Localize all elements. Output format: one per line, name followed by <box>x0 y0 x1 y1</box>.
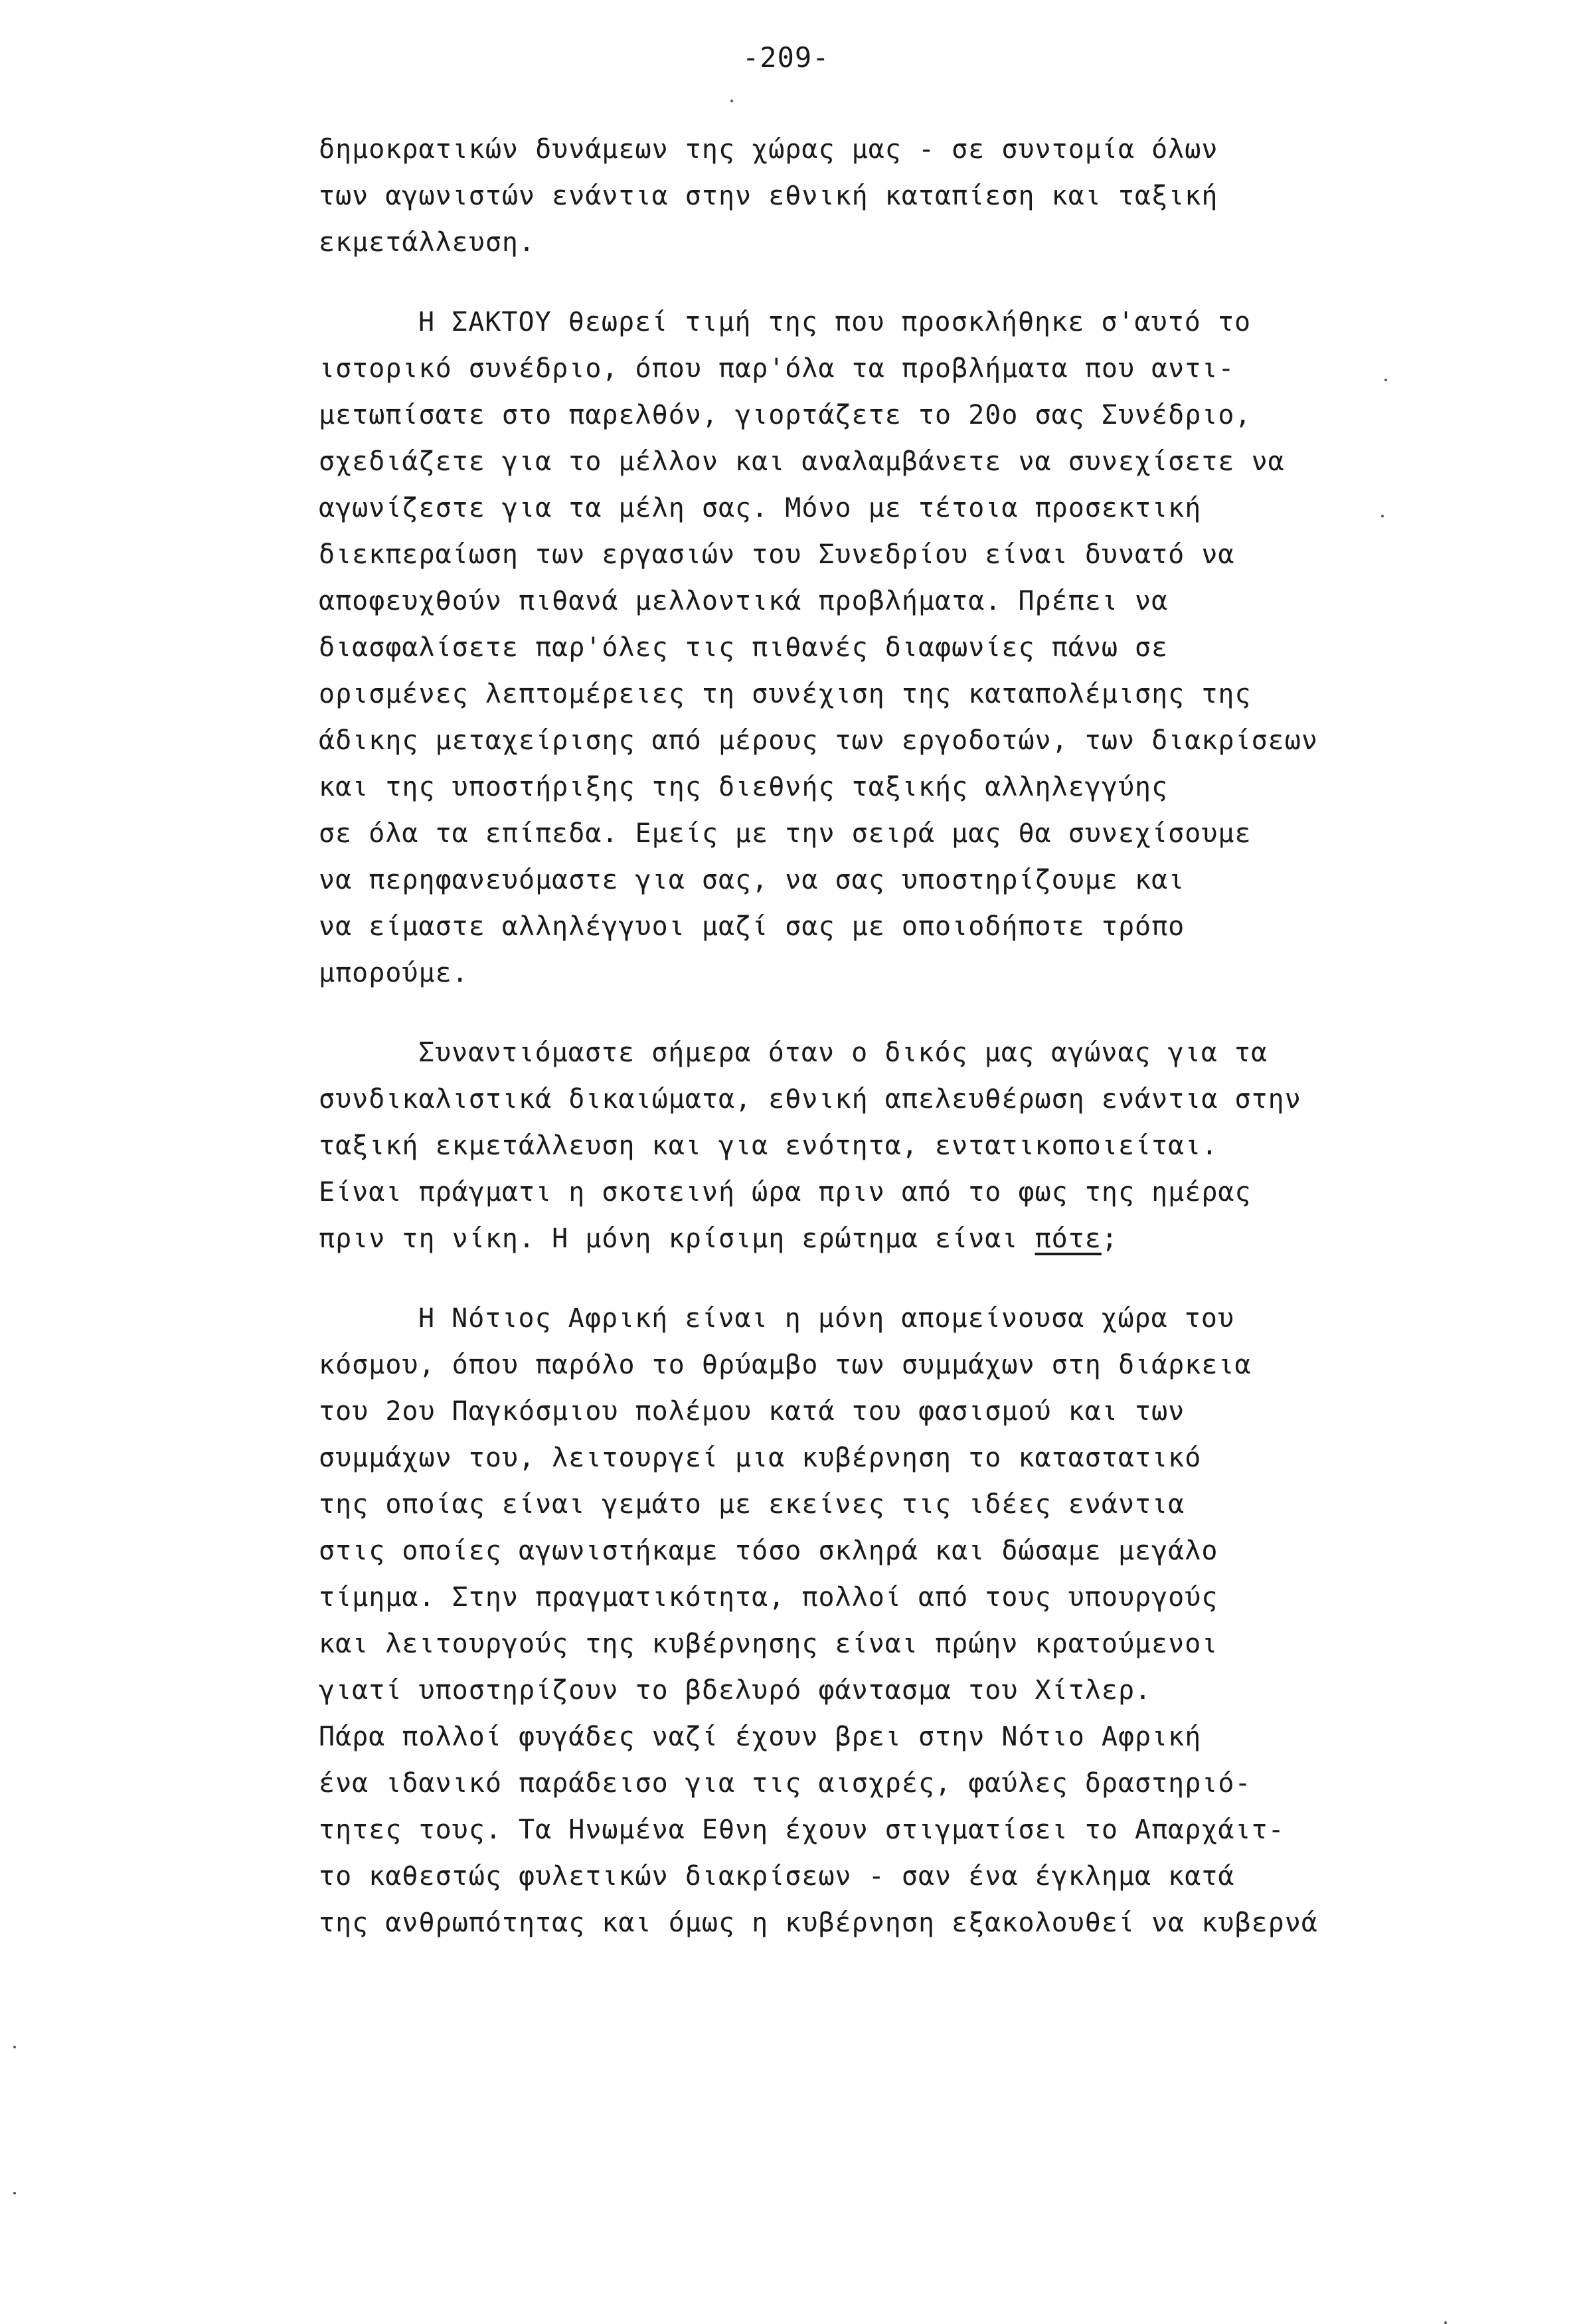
text-line: συμμάχων του, λειτουργεί μια κυβέρνηση το καταστατικό <box>319 1443 1202 1473</box>
scan-speck <box>13 2192 16 2194</box>
paragraph-1 <box>319 126 1527 266</box>
text-line: να είμαστε αλληλέγγυοι μαζί σας με οποιοδήποτε τρόπο <box>319 911 1185 942</box>
text-line: τητες τους. Τα Ηνωμένα Εθνη έχουν στιγματίσει το Απαρχάιτ- <box>319 1815 1285 1845</box>
text-line: Συναντιόμαστε σήμερα όταν ο δικός μας αγώνας για τα <box>418 1037 1268 1068</box>
text-line: και λειτουργούς της κυβέρνησης είναι πρώην κρατούμενοι <box>319 1629 1218 1659</box>
text-line: τίμημα. Στην πραγματικότητα, πολλοί από τους υπουργούς <box>319 1582 1218 1613</box>
scan-speck <box>1381 515 1384 517</box>
underlined-word: πότε <box>1035 1223 1102 1254</box>
text-line-with-emphasis <box>319 1215 1527 1262</box>
paragraph-4 <box>319 1295 1527 1946</box>
question-mark: ; <box>1101 1223 1118 1254</box>
text-line: ταξική εκμετάλλευση και για ενότητα, εντατικοποιείται. <box>319 1130 1218 1161</box>
typed-text-body <box>319 126 1527 1979</box>
text-line: της οποίας είναι γεμάτο με εκείνες τις ιδέες ενάντια <box>319 1489 1185 1520</box>
page-number: -209- <box>742 41 830 74</box>
text-line: στις οποίες αγωνιστήκαμε τόσο σκληρά και δώσαμε μεγάλο <box>319 1536 1218 1566</box>
text-line: ορισμένες λεπτομέρειες τη συνέχιση της καταπολέμισης της <box>319 679 1252 709</box>
text-line: κόσμου, όπου παρόλο το θρύαμβο των συμμάχων στη διάρκεια <box>319 1350 1252 1380</box>
text-line: της ανθρωπότητας και όμως η κυβέρνηση εξακολουθεί να κυβερνά <box>319 1908 1318 1938</box>
text-line: μετωπίσατε στο παρελθόν, γιορτάζετε το 20ο σας Συνέδριο, <box>319 400 1252 430</box>
text-line: δημοκρατικών δυνάμεων της χώρας μας - σε συντομία όλων <box>319 134 1218 165</box>
text-line: το καθεστώς φυλετικών διακρίσεων - σαν ένα έγκλημα κατά <box>319 1861 1235 1892</box>
paragraph-2 <box>319 299 1527 996</box>
text-line: μπορούμε. <box>319 958 469 988</box>
text-segment: πριν τη νίκη. Η μόνη κρίσιμη ερώτημα είναι <box>319 1223 1035 1254</box>
scan-speck <box>13 2046 16 2048</box>
text-line: και της υποστήριξης της διεθνής ταξικής αλληλεγγύης <box>319 772 1169 802</box>
text-line: Η Νότιος Αφρική είναι η μόνη απομείνουσα χώρα του <box>418 1303 1235 1334</box>
text-line: ιστορικό συνέδριο, όπου παρ'όλα τα προβλήματα που αντι- <box>319 353 1235 384</box>
paragraph-3 <box>319 1029 1527 1262</box>
text-line: γιατί υποστηρίζουν το βδελυρό φάντασμα του Χίτλερ. <box>319 1675 1152 1706</box>
text-line: των αγωνιστών ενάντια στην εθνική καταπίεση και ταξική <box>319 181 1218 211</box>
text-line: Η ΣΑΚΤΟΥ θεωρεί τιμή της που προσκλήθηκε σ'αυτό το <box>418 307 1252 337</box>
text-line: διασφαλίσετε παρ'όλες τις πιθανές διαφωνίες πάνω σε <box>319 632 1169 663</box>
text-line: άδικης μεταχείρισης από μέρους των εργοδοτών, των διακρίσεων <box>319 725 1318 756</box>
text-line: του 2ου Παγκόσμιου πολέμου κατά του φασισμού και των <box>319 1396 1185 1427</box>
scan-speck <box>1444 2321 1447 2324</box>
text-line: να περηφανευόμαστε για σας, να σας υποστηρίζουμε και <box>319 865 1185 895</box>
text-line: διεκπεραίωση των εργασιών του Συνεδρίου είναι δυνατό να <box>319 539 1235 570</box>
text-line: Είναι πράγματι η σκοτεινή ώρα πριν από το φως της ημέρας <box>319 1177 1252 1207</box>
text-line: ένα ιδανικό παράδεισο για τις αισχρές, φαύλες δραστηριό- <box>319 1768 1252 1799</box>
text-line: εκμετάλλευση. <box>319 227 536 258</box>
scan-speck <box>1384 379 1387 381</box>
text-line: Πάρα πολλοί φυγάδες ναζί έχουν βρει στην Νότιο Αφρική <box>319 1722 1202 1752</box>
text-line: αγωνίζεστε για τα μέλη σας. Μόνο με τέτοια προσεκτική <box>319 493 1202 523</box>
text-line: σχεδιάζετε για το μέλλον και αναλαμβάνετε να συνεχίσετε να <box>319 446 1285 477</box>
text-line: συνδικαλιστικά δικαιώματα, εθνική απελευθέρωση ενάντια στην <box>319 1084 1301 1115</box>
text-line: σε όλα τα επίπεδα. Εμείς με την σειρά μας θα συνεχίσουμε <box>319 818 1252 849</box>
scan-speck <box>730 100 733 102</box>
text-line: αποφευχθούν πιθανά μελλοντικά προβλήματα. Πρέπει να <box>319 586 1169 616</box>
